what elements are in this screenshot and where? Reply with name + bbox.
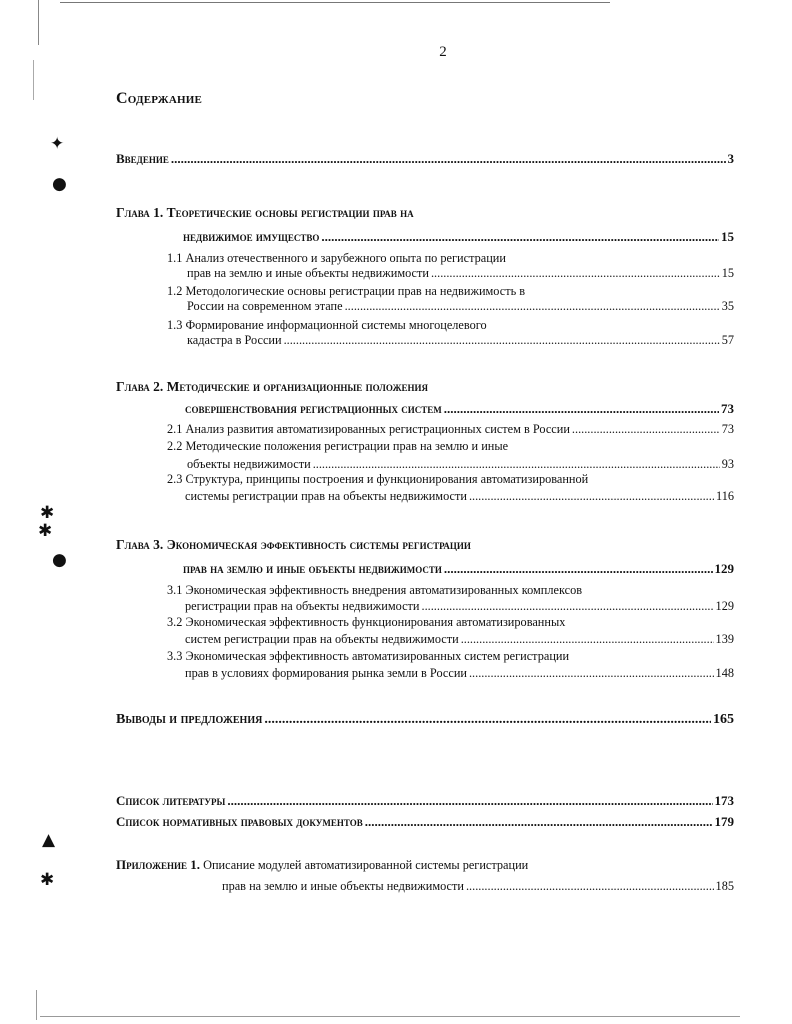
leader-dots xyxy=(321,230,719,244)
toc-page-number: 129 xyxy=(715,599,734,613)
scan-edge-left-bottom xyxy=(36,990,37,1020)
leader-dots xyxy=(444,562,713,576)
toc-page-number: 73 xyxy=(721,422,734,436)
leader-dots xyxy=(466,879,714,893)
toc-entry-normative-documents[interactable] xyxy=(116,815,734,829)
chapter-2-title-line1: Глава 2. Методические и организационные положения xyxy=(116,379,429,394)
toc-entry-section-3-3[interactable] xyxy=(185,666,734,680)
punch-hole-mark: ● xyxy=(52,550,67,570)
toc-page-number: 15 xyxy=(721,229,734,244)
toc-page-number: 185 xyxy=(715,879,734,893)
toc-entry-title: объекты недвижимости xyxy=(187,457,311,471)
toc-entry-chapter-1[interactable] xyxy=(183,230,734,244)
section-3-2-line1: 3.2 Экономическая эффективность функционирования автоматизированных xyxy=(167,615,566,629)
toc-entry-title: 2.1 Анализ развития автоматизированных регистрационных систем в России xyxy=(167,422,570,436)
toc-entry-conclusions[interactable] xyxy=(116,713,734,727)
scan-edge-left xyxy=(38,0,39,45)
section-2-2-line1: 2.2 Методические положения регистрации прав на землю и иные xyxy=(167,439,509,453)
toc-entry-section-3-1[interactable] xyxy=(185,599,734,613)
toc-page-number: 148 xyxy=(715,666,734,680)
toc-entry-title: Введение xyxy=(116,151,169,166)
leader-dots xyxy=(431,266,720,280)
toc-entry-section-1-1[interactable] xyxy=(187,266,734,280)
toc-entry-chapter-2[interactable] xyxy=(185,402,734,416)
toc-entry-section-2-2[interactable] xyxy=(187,457,734,471)
toc-page-number: 173 xyxy=(714,793,734,808)
toc-page-number: 35 xyxy=(721,299,734,313)
toc-entry-title: Список нормативных правовых документов xyxy=(116,814,363,829)
leader-dots xyxy=(444,402,719,416)
leader-dots xyxy=(365,815,713,829)
page-title: Содержание xyxy=(116,90,203,107)
chapter-3-title-line1: Глава 3. Экономическая эффективность системы регистрации xyxy=(116,537,471,552)
chapter-1-title-line1: Глава 1. Теоретические основы регистрации прав на xyxy=(116,205,414,220)
toc-entry-title: недвижимое имущество xyxy=(183,229,320,244)
toc-entry-chapter-3[interactable] xyxy=(183,562,734,576)
scan-edge-top xyxy=(60,2,610,3)
toc-entry-title: систем регистрации прав на объекты недвижимости xyxy=(185,632,459,646)
section-3-3-line1: 3.3 Экономическая эффективность автоматизированных систем регистрации xyxy=(167,649,570,663)
toc-page-number: 116 xyxy=(716,489,734,503)
toc-page-number: 139 xyxy=(715,632,734,646)
toc-entry-title: прав на землю и иные объекты недвижимости xyxy=(183,561,442,576)
toc-entry-references[interactable] xyxy=(116,794,734,808)
leader-dots xyxy=(264,713,711,727)
appendix-line1 xyxy=(116,858,528,872)
toc-entry-title: Выводы и предложения xyxy=(116,712,263,727)
toc-entry-title: регистрации прав на объекты недвижимости xyxy=(185,599,420,613)
section-1-1-line1: 1.1 Анализ отечественного и зарубежного опыта по регистрации xyxy=(167,251,506,265)
appendix-title-line1: Описание модулей автоматизированной системы регистрации xyxy=(203,858,529,872)
toc-entry-appendix-1[interactable] xyxy=(222,879,734,893)
toc-page-number: 57 xyxy=(721,333,734,347)
toc-entry-section-3-2[interactable] xyxy=(185,632,734,646)
toc-page-number: 3 xyxy=(727,151,734,166)
punch-hole-mark: ✦ xyxy=(50,134,65,154)
leader-dots xyxy=(469,489,714,503)
leader-dots xyxy=(227,794,712,808)
leader-dots xyxy=(313,457,720,471)
leader-dots xyxy=(345,299,720,313)
page-number: 2 xyxy=(439,44,447,60)
toc-entry-section-2-1[interactable] xyxy=(167,422,734,436)
toc-page-number: 73 xyxy=(721,401,734,416)
toc-entry-section-1-3[interactable] xyxy=(187,333,734,347)
punch-hole-mark: ▲ xyxy=(42,830,56,850)
leader-dots xyxy=(572,422,720,436)
punch-hole-mark: ● xyxy=(52,174,67,194)
leader-dots xyxy=(469,666,714,680)
toc-entry-title: прав на землю и иные объекты недвижимости xyxy=(187,266,429,280)
toc-page-number: 165 xyxy=(713,712,734,727)
scan-edge-bottom xyxy=(40,1016,740,1017)
leader-dots xyxy=(171,152,726,166)
section-1-2-line1: 1.2 Методологические основы регистрации прав на недвижимость в xyxy=(167,284,526,298)
leader-dots xyxy=(284,333,720,347)
toc-entry-title: кадастра в России xyxy=(187,333,282,347)
leader-dots xyxy=(461,632,714,646)
toc-entry-title: системы регистрации прав на объекты недвижимости xyxy=(185,489,467,503)
toc-entry-intro[interactable] xyxy=(116,152,734,166)
toc-page-number: 179 xyxy=(714,814,734,829)
punch-hole-mark: ✱ xyxy=(38,521,53,541)
leader-dots xyxy=(422,599,714,613)
toc-entry-title: прав в условиях формирования рынка земли в России xyxy=(185,666,467,680)
toc-entry-title: прав на землю и иные объекты недвижимости xyxy=(222,879,464,893)
toc-page-number: 93 xyxy=(721,457,734,471)
toc-page-number: 129 xyxy=(714,561,734,576)
appendix-label: Приложение 1. xyxy=(116,857,200,872)
section-2-3-line1: 2.3 Структура, принципы построения и функционирования автоматизированной xyxy=(167,472,589,486)
toc-entry-title: совершенствования регистрационных систем xyxy=(185,401,442,416)
toc-entry-section-1-2[interactable] xyxy=(187,299,734,313)
toc-entry-title: Список литературы xyxy=(116,793,226,808)
toc-entry-title: России на современном этапе xyxy=(187,299,343,313)
section-1-3-line1: 1.3 Формирование информационной системы многоцелевого xyxy=(167,318,487,332)
toc-entry-section-2-3[interactable] xyxy=(185,489,734,503)
section-3-1-line1: 3.1 Экономическая эффективность внедрения автоматизированных комплексов xyxy=(167,583,583,597)
punch-hole-mark: ✱ xyxy=(40,503,55,523)
punch-hole-mark: ✱ xyxy=(40,870,55,890)
scan-edge-left-lower xyxy=(33,60,34,100)
toc-page-number: 15 xyxy=(721,266,734,280)
